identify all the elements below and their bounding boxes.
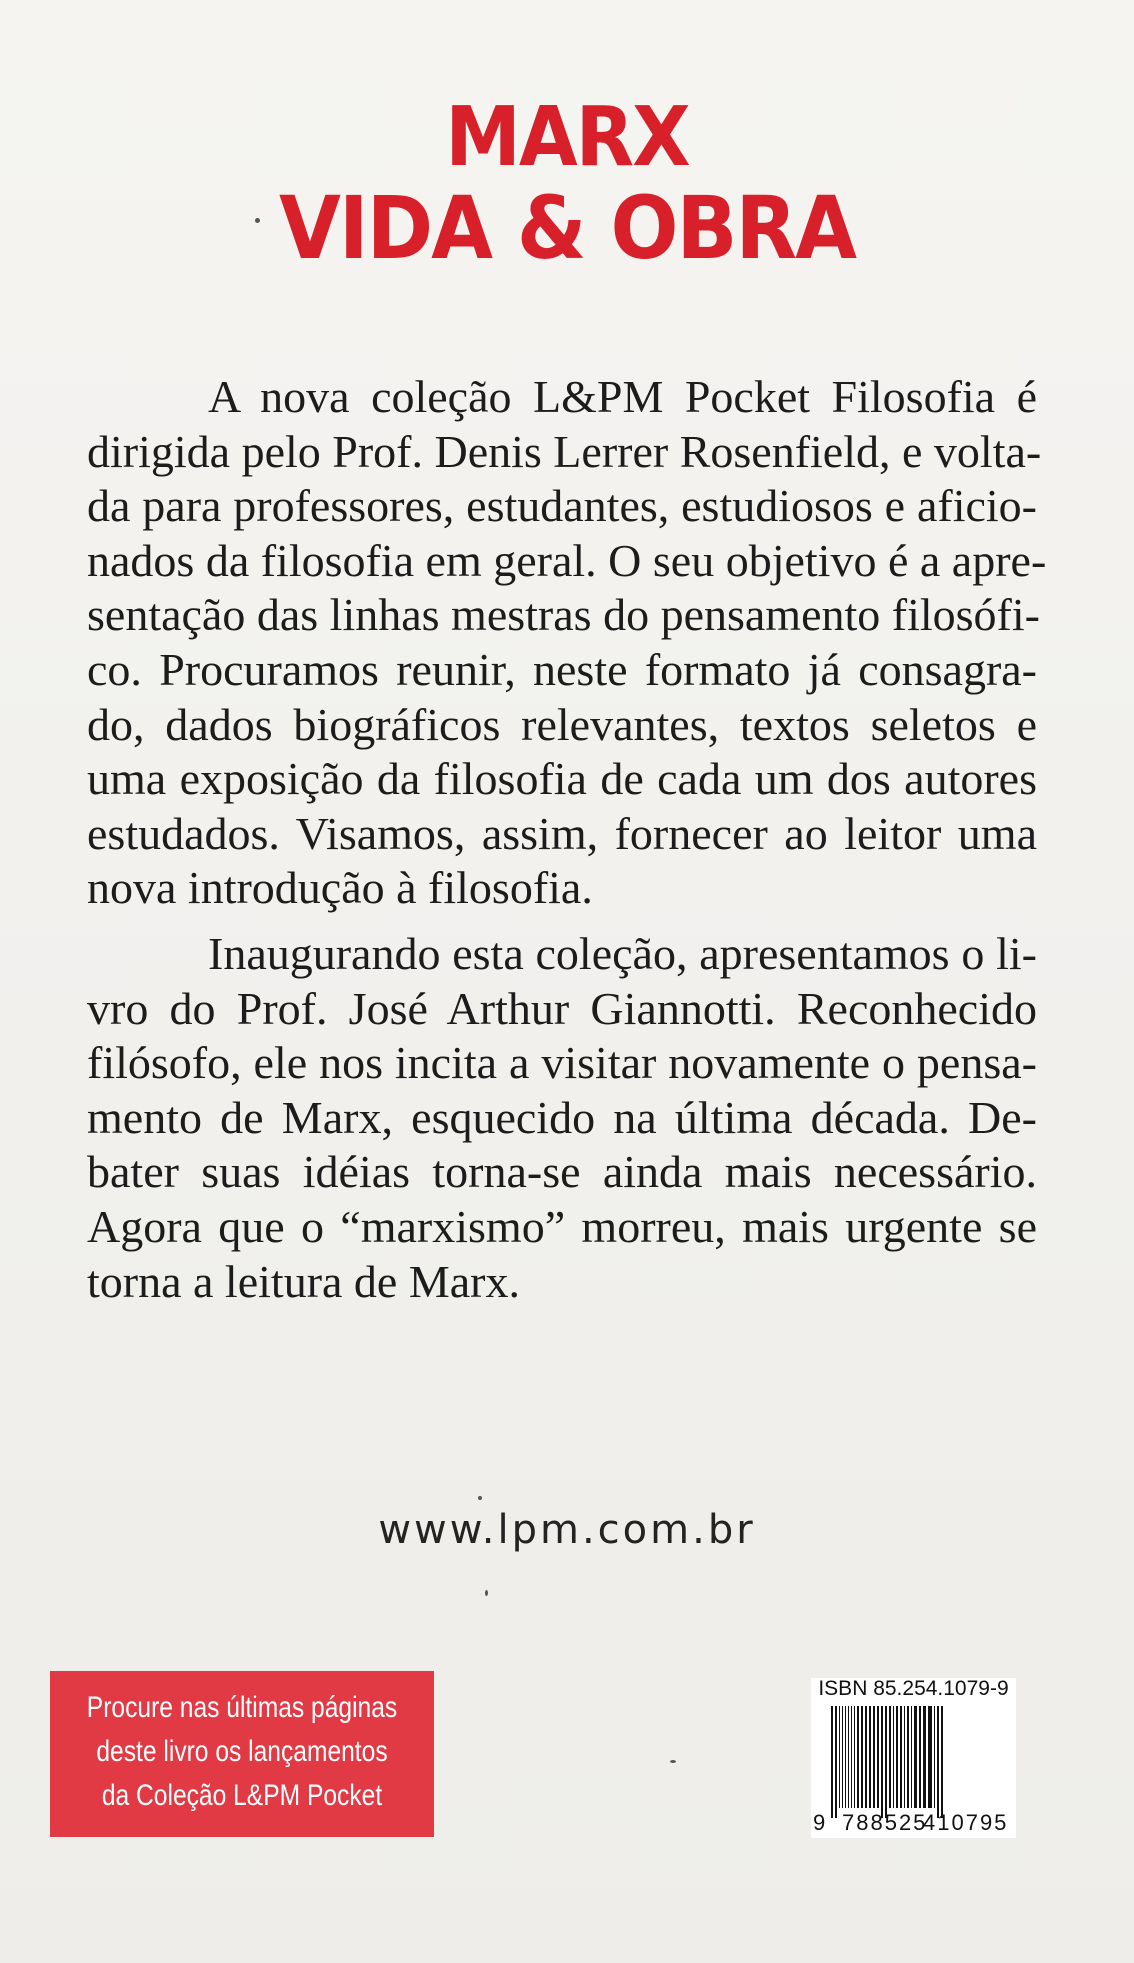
barcode-bar (937, 1706, 939, 1818)
synopsis-line: do, dados biográficos relevantes, textos seletos e (87, 698, 1037, 750)
barcode-bar (907, 1706, 909, 1808)
promo-box (50, 1671, 434, 1837)
barcode-bar (896, 1706, 898, 1808)
synopsis-line: nova introdução à filosofia. (87, 862, 593, 914)
paragraph-gap (87, 916, 1037, 927)
barcode-bar (839, 1706, 840, 1808)
paper-speck (485, 1590, 488, 1596)
paper-speck (255, 218, 260, 223)
synopsis-line: nados da filosofia em geral. O seu objetivo é a apre- (87, 534, 1047, 586)
promo-line: deste livro os lançamentos (96, 1735, 388, 1768)
synopsis-line: bater suas idéias torna-se ainda mais necessário. (87, 1146, 1037, 1198)
title-author: MARX (445, 88, 689, 185)
synopsis-line: uma exposição da filosofia de cada um dos autores (87, 753, 1037, 805)
synopsis-line: filósofo, ele nos incita a visitar novamente o pensa- (87, 1037, 1037, 1089)
synopsis-line: Inaugurando esta coleção, apresentamos o li- (208, 927, 1037, 979)
barcode-bar (831, 1706, 833, 1818)
barcode-bar (848, 1706, 849, 1808)
synopsis-line: torna a leitura de Marx. (87, 1255, 520, 1307)
barcode-bar (941, 1706, 943, 1818)
barcode-bar (923, 1706, 926, 1808)
paper-speck (478, 1496, 482, 1500)
barcode-bar (914, 1706, 917, 1808)
barcode-bar (842, 1706, 843, 1808)
barcode-bar (873, 1706, 875, 1808)
barcode-bar (835, 1706, 837, 1818)
synopsis-line: da para professores, estudantes, estudiosos e aficio- (87, 480, 1037, 532)
title-subtitle: VIDA & OBRA (279, 178, 855, 279)
synopsis-line: co. Procuramos reunir, neste formato já consagra- (87, 643, 1037, 695)
barcode-bar (869, 1706, 871, 1808)
barcode-bar (877, 1706, 879, 1808)
synopsis-line: estudados. Visamos, assim, fornecer ao leitor uma (87, 807, 1037, 859)
barcode-bar (861, 1706, 863, 1808)
publisher-website: www.lpm.com.br (378, 1507, 756, 1553)
ean-group-right: 410795 (923, 1810, 1009, 1835)
barcode-bar (928, 1706, 932, 1808)
promo-line: da Coleção L&PM Pocket (101, 1779, 383, 1812)
synopsis-line: dirigida pelo Prof. Denis Lerrer Rosenfield, e volta- (87, 425, 1042, 477)
barcode-bar (893, 1706, 894, 1808)
paper-speck (670, 1760, 676, 1763)
synopsis-line: mento de Marx, esquecido na última década. De- (87, 1091, 1037, 1143)
barcode-bar (865, 1706, 867, 1808)
barcode-bar (881, 1706, 883, 1818)
barcode-bar (885, 1706, 887, 1818)
barcode-bar (857, 1706, 859, 1808)
barcode-bar (934, 1706, 935, 1808)
barcode-bar (889, 1706, 891, 1808)
promo-line: Procure nas últimas páginas (86, 1691, 398, 1724)
synopsis-line: sentação das linhas mestras do pensamento filosófi- (87, 589, 1040, 641)
synopsis (87, 370, 1047, 1309)
ean-first-digit: 9 (813, 1810, 828, 1835)
barcode-bar (904, 1706, 905, 1808)
barcode-bar (845, 1706, 846, 1808)
barcode-bar (851, 1706, 852, 1808)
barcode-bar (919, 1706, 921, 1808)
barcode-bar (900, 1706, 902, 1808)
synopsis-line: A nova coleção L&PM Pocket Filosofia é (208, 371, 1037, 422)
barcode-bar (911, 1706, 912, 1808)
synopsis-line: vro do Prof. José Arthur Giannotti. Reconhecido (87, 982, 1037, 1034)
ean-group-left: 788525 (842, 1810, 928, 1835)
isbn-text: ISBN 85.254.1079-9 (818, 1677, 1009, 1700)
synopsis-line: Agora que o “marxismo” morreu, mais urgente se (87, 1200, 1037, 1252)
barcode-bar (854, 1706, 855, 1808)
barcode-label (811, 1678, 1016, 1838)
